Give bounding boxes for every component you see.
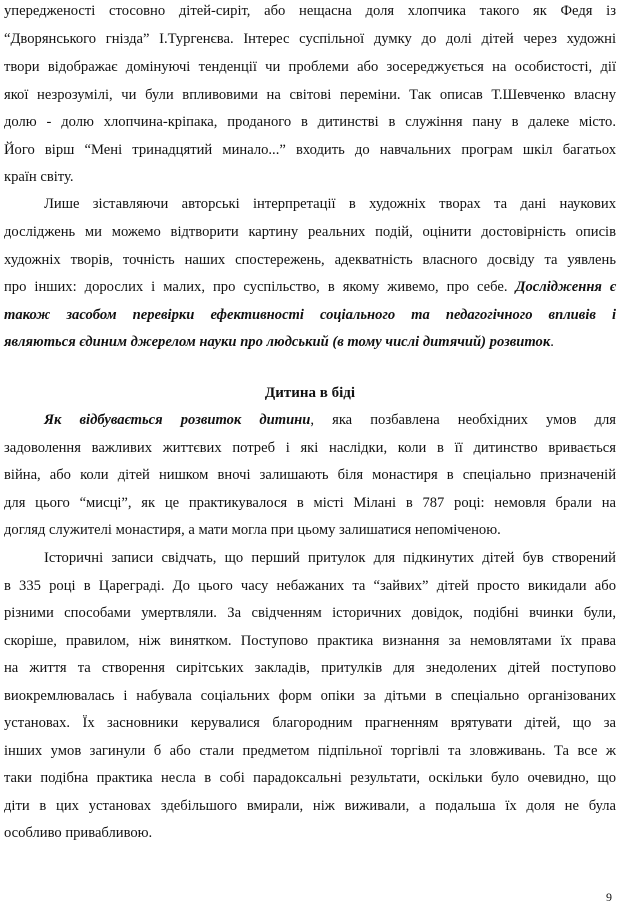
text-line: виокремлювалась і набувала соціальних форм опіки за дітьми в спеціально організованих xyxy=(4,688,616,704)
emphasis-text: Як відбувається розвиток дитини xyxy=(44,412,311,428)
emphasis-line: також засобом перевірки ефективності соціального та педагогічного впливів і xyxy=(4,307,616,323)
text-line: на життя та створення сирітських закладів, притулків для знедолених дітей поступово xyxy=(4,660,616,676)
text-line: скоріше, правилом, ніж винятком. Поступово практика визнання за немовлятами їх права xyxy=(4,633,616,649)
text-fragment: , яка позбавлена необхідних умов для xyxy=(310,412,616,428)
text-line: таки подібна практика несла в собі парадоксальні результати, оскільки було очевидно, що xyxy=(4,770,616,786)
text-line: упередженості стосовно дітей-сиріт, або нещасна доля хлопчика такого як Федя із xyxy=(4,3,616,19)
text-line: Лише зіставляючи авторські інтерпретації в художніх творах та дані наукових xyxy=(44,196,616,212)
text-line xyxy=(44,411,616,429)
text-line: художніх творів, точність наших спостережень, адекватність власного досвіду та уявлень xyxy=(4,252,616,268)
text-line: долю - долю хлопчина-кріпака, проданого в дитинстві в служіння пану в далеке місто. xyxy=(4,114,616,130)
text-line: в 335 році в Цареграді. До цього часу небажаних та “зайвих” дітей просто викидали або xyxy=(4,578,616,594)
text-line: задоволення важливих життєвих потреб і які наслідки, коли в її дитинство вривається xyxy=(4,440,616,456)
text-line xyxy=(4,333,616,351)
page-number: 9 xyxy=(606,890,612,904)
emphasis-text: Дослідження є xyxy=(515,279,616,295)
text-line xyxy=(4,278,616,296)
text-line: діти в цих установах здебільшого вмирали, ніж виживали, а подальша їх доля не була xyxy=(4,798,616,814)
text-fragment: . xyxy=(550,334,554,350)
text-line: установах. Їх засновники керувалися благородним прагненням врятувати дітей, що за xyxy=(4,715,616,731)
text-line: країн світу. xyxy=(4,169,74,185)
text-line: особливо привабливою. xyxy=(4,825,153,841)
emphasis-text: являються єдиним джерелом науки про людський (в тому числі дитячий) розвиток xyxy=(4,334,551,350)
text-line: твори відображає домінуючі тенденції чи проблеми або зосереджується на особистості, дії xyxy=(4,59,616,75)
text-line: якої незрозумілі, чи були впливовими на світові переміни. Так описав Т.Шевченко власну xyxy=(4,87,616,103)
text-line: війна, або коли дітей нишком вночі залишають біля монастиря в спеціально призначеній xyxy=(4,467,616,483)
text-fragment: про інших: дорослих і малих, про суспільство, в якому живемо, про себе. xyxy=(4,279,516,295)
text-line: “Дворянського гнізда” І.Тургенєва. Інтерес суспільної думку до долі дітей через художні xyxy=(4,31,616,47)
section-heading: Дитина в біді xyxy=(264,385,356,401)
text-line: різними способами умертвляли. За свідченням історичних довідок, подібні вчинки були, xyxy=(4,605,616,621)
text-line: Його вірш “Мені тринадцятий минало...” входить до навчальних програм шкіл багатьох xyxy=(4,142,616,158)
text-line: інших умов загинули б або стали предметом підпільної торгівлі та зловживань. Та все ж xyxy=(4,743,616,759)
text-line: для цього “мисці”, як це практикувалося в місті Мілані в 787 році: немовля брали на xyxy=(4,495,616,511)
text-line: досліджень ми можемо відтворити картину реальних подій, оцінити достовірність описів xyxy=(4,224,616,240)
text-line: Історичні записи свідчать, що перший притулок для підкинутих дітей був створений xyxy=(44,550,616,566)
text-line: догляд служителі монастиря, а мати могла при цьому залишатися непоміченою. xyxy=(4,522,501,538)
